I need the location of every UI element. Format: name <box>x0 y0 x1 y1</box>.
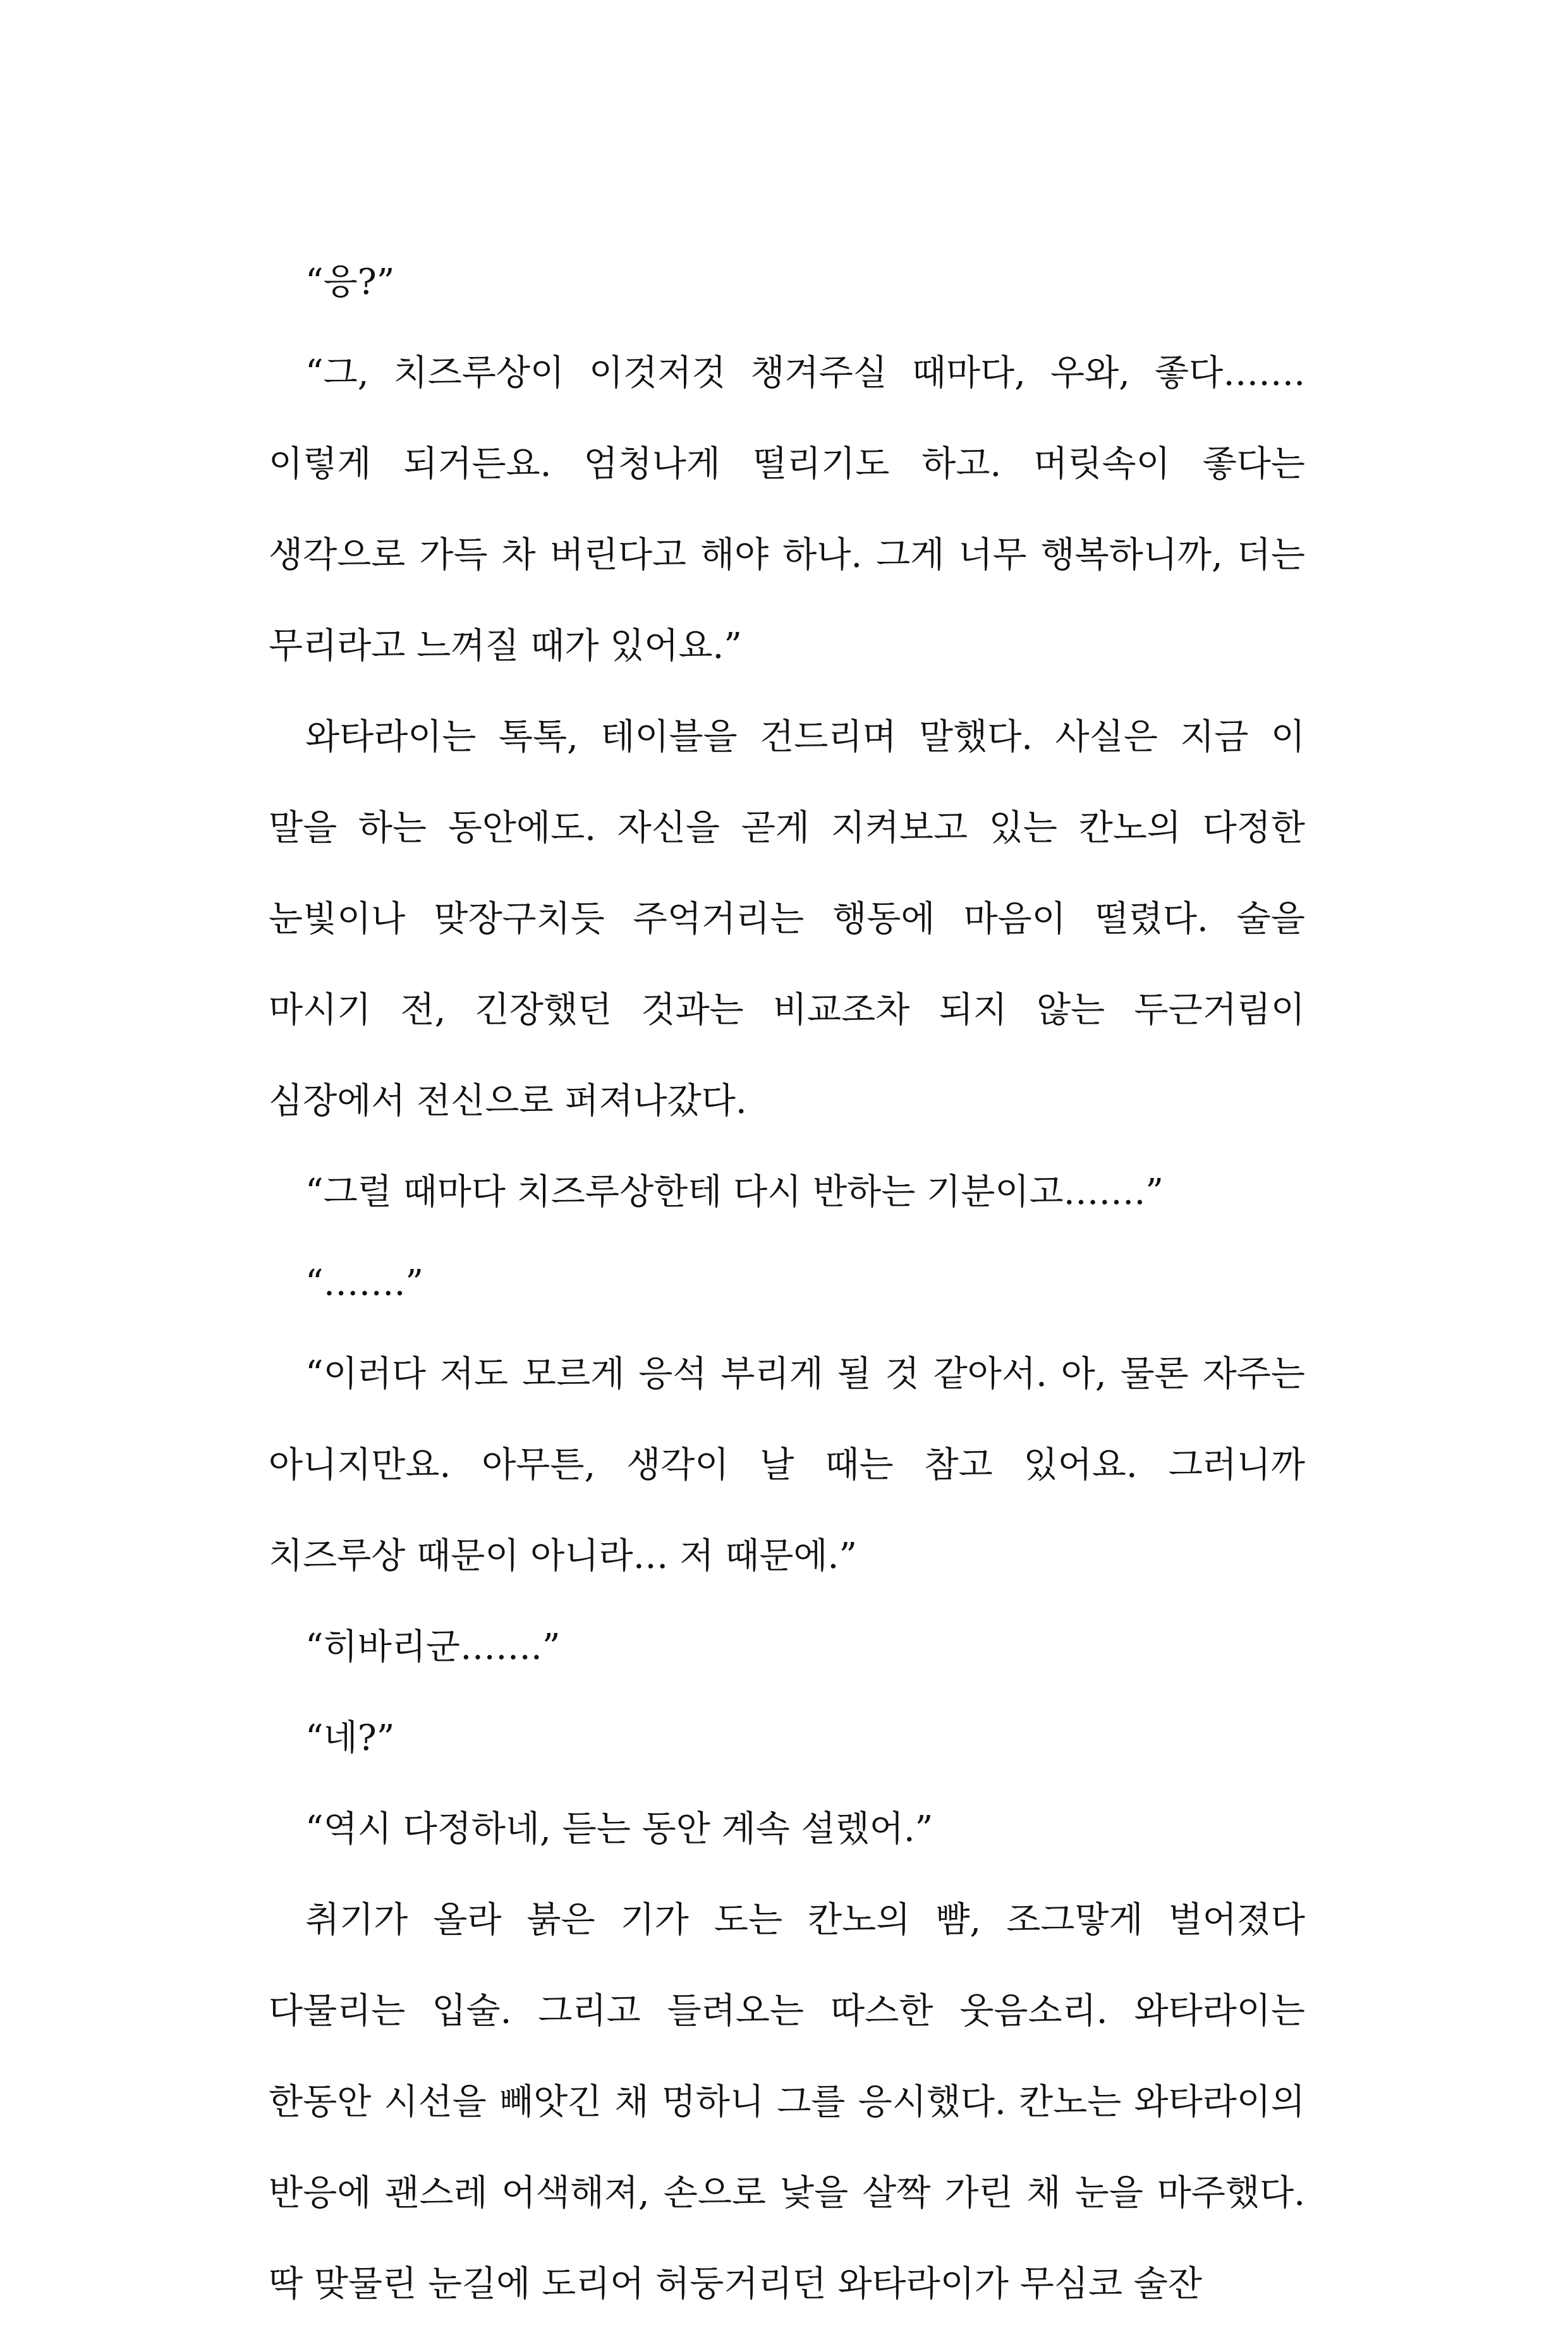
paragraph: “그, 치즈루상이 이것저것 챙겨주실 때마다, 우와, 좋다……. 이렇게 되거든요. 엄청나게 떨리기도 하고. 머릿속이 좋다는 생각으로 가득 차 버린다고 해야 하나. 그게 너무 행복하니까, 더는 무리라고 느껴질 때가 있어요.” <box>269 353 1305 667</box>
paragraph: 취기가 올라 붉은 기가 도는 칸노의 뺨, 조그맣게 벌어졌다 다물리는 입술. 그리고 들려오는 따스한 웃음소리. 와타라이는 한동안 시선을 빼앗긴 채 멍하니 그를 응시했다. 칸노는 와타라이의 반응에 괜스레 어색해져, 손으로 낯을 살짝 가린 채 눈을 마주했다. 딱 맞물린 눈길에 도리어 허둥거리던 와타라이가 무심코 술잔 <box>269 1900 1305 2305</box>
body-text <box>269 237 1305 2330</box>
paragraph: “히바리군…….” <box>305 1627 561 1668</box>
paragraph: “…….” <box>305 1263 424 1304</box>
paragraph: 와타라이는 톡톡, 테이블을 건드리며 말했다. 사실은 지금 이 말을 하는 동안에도. 자신을 곧게 지켜보고 있는 칸노의 다정한 눈빛이나 맞장구치듯 주억거리는 행동에 마음이 떨렸다. 술을 마시기 전, 긴장했던 것과는 비교조차 되지 않는 두근거림이 심장에서 전신으로 퍼져나갔다. <box>269 717 1305 1122</box>
paragraph: “이러다 저도 모르게 응석 부리게 될 것 같아서. 아, 물론 자주는 아니지만요. 아무튼, 생각이 날 때는 참고 있어요. 그러니까 치즈루상 때문이 아니라… 저 때문에.” <box>269 1354 1305 1577</box>
paragraph: “그럴 때마다 치즈루상한테 다시 반하는 기분이고…….” <box>305 1172 1164 1213</box>
paragraph: “응?” <box>305 262 395 303</box>
paragraph: “역시 다정하네, 듣는 동안 계속 설렜어.” <box>305 1809 933 1850</box>
paragraph: “네?” <box>305 1718 395 1759</box>
